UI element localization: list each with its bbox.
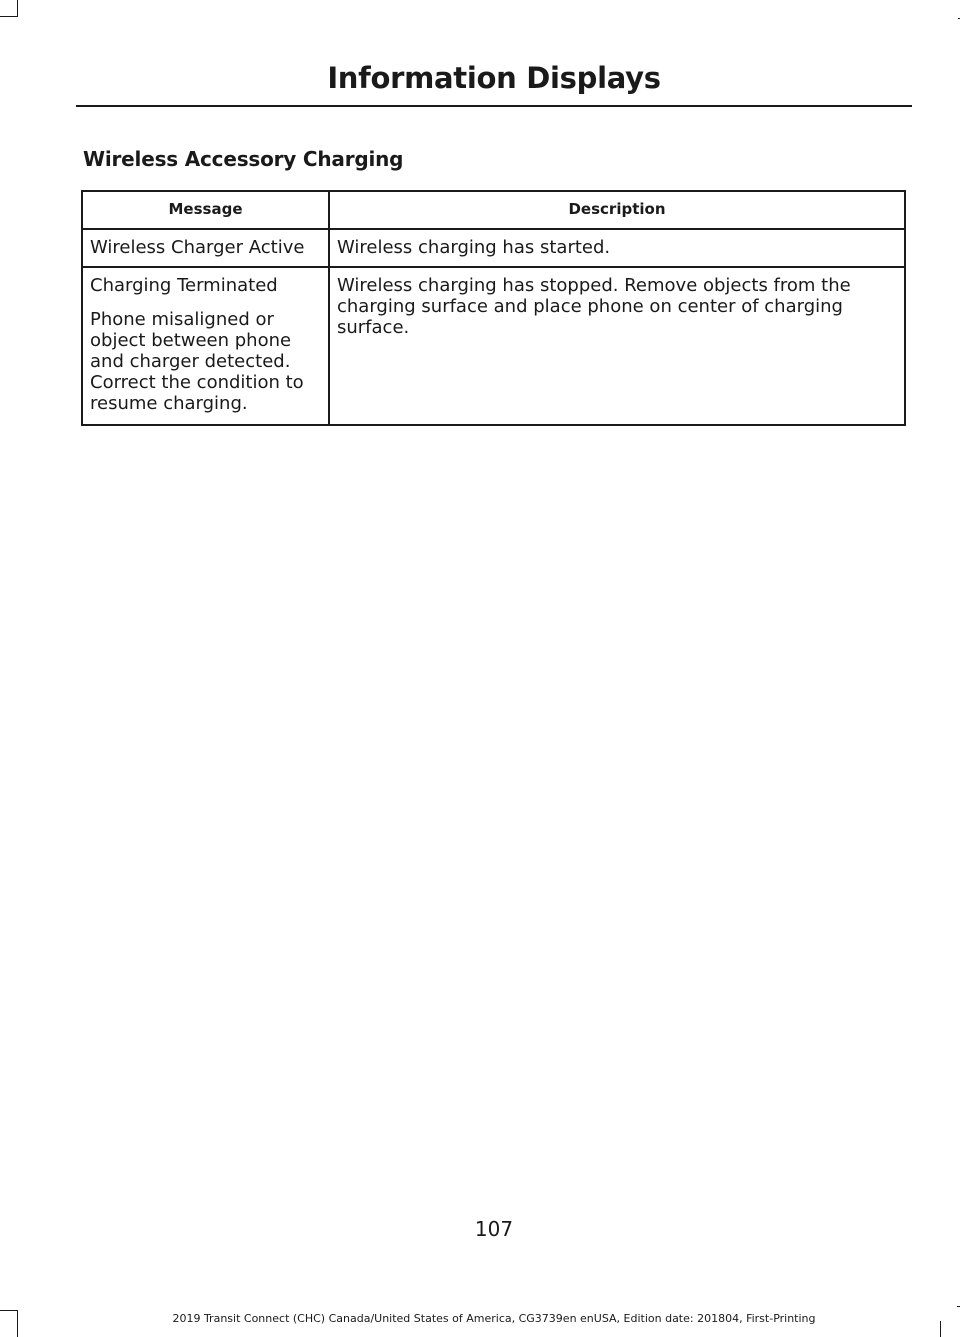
page-number: 107 [474,1217,514,1241]
footer-edition-text: 2019 Transit Connect (CHC) Canada/United States of America, CG3739en enUSA, Edition date: 201804, First-Printing [172,1312,816,1325]
table-row [82,267,905,425]
description-cell: Wireless charging has stopped. Remove objects from the charging surface and place phone on center of charging surface. [329,267,905,425]
section-title: Wireless Accessory Charging [83,147,404,171]
message-text: Charging Terminated [90,275,278,296]
page-header-title: Information Displays [327,61,661,95]
column-header-description: Description [329,191,905,229]
column-header-message: Message [82,191,329,229]
message-text: Wireless Charger Active [90,237,305,258]
crop-mark-top-left-vertical [17,0,18,17]
header-rule [76,105,912,107]
crop-mark-top-left [0,16,18,17]
message-detail-text: Phone misaligned or object between phone and charger detected. Correct the condition to resume charging. [90,309,304,414]
message-cell [82,267,329,425]
message-table [81,190,906,426]
table-row [82,229,905,267]
table-header-row [82,191,905,229]
message-cell [82,229,329,267]
description-cell: Wireless charging has started. [329,229,905,267]
crop-mark-bottom-left [0,1310,18,1311]
